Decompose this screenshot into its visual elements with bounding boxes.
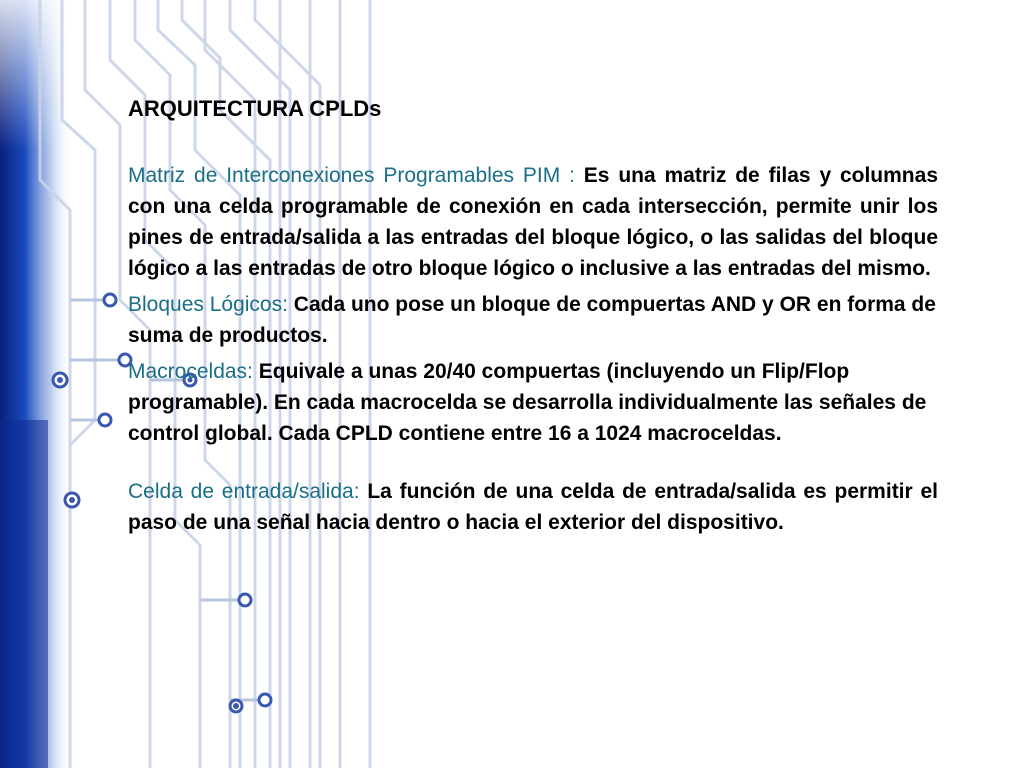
text-pim: Es una matriz de filas y columnas con una celda programable de conexión en cada intersección, permite unir los pines de entrada/salida a las entradas del bloque lógico, o las salidas del bloque lógico a las entradas de otro bloque lógico o inclusive a las entradas del mismo. [128, 164, 938, 280]
paragraph-bloques-logicos [128, 289, 938, 351]
paragraph-macroceldas [128, 356, 938, 449]
slide-content [128, 94, 938, 543]
term-bloques-logicos: Bloques Lógicos: [128, 293, 288, 316]
text-bloques-logicos: Cada uno pose un bloque de compuertas AND y OR en forma de suma de productos. [128, 293, 936, 347]
slide-title: ARQUITECTURA CPLDs [128, 96, 382, 121]
text-macroceldas: Equivale a unas 20/40 compuertas (incluyendo un Flip/Flop programable). En cada macrocelda se desarrolla individualmente las señales de control global. Cada CPLD contiene entre 16 a 1024 macroceldas. [128, 360, 927, 445]
term-macroceldas: Macroceldas: [128, 360, 253, 383]
paragraph-celda-es [128, 476, 938, 538]
term-celda-es: Celda de entrada/salida: [128, 480, 360, 503]
paragraph-pim [128, 160, 938, 284]
paragraph-spacer [128, 454, 938, 476]
term-pim: Matriz de Interconexiones Programables PIM : [128, 164, 575, 187]
text-celda-es: La función de una celda de entrada/salida es permitir el paso de una señal hacia dentro o hacia el exterior del dispositivo. [128, 480, 938, 534]
